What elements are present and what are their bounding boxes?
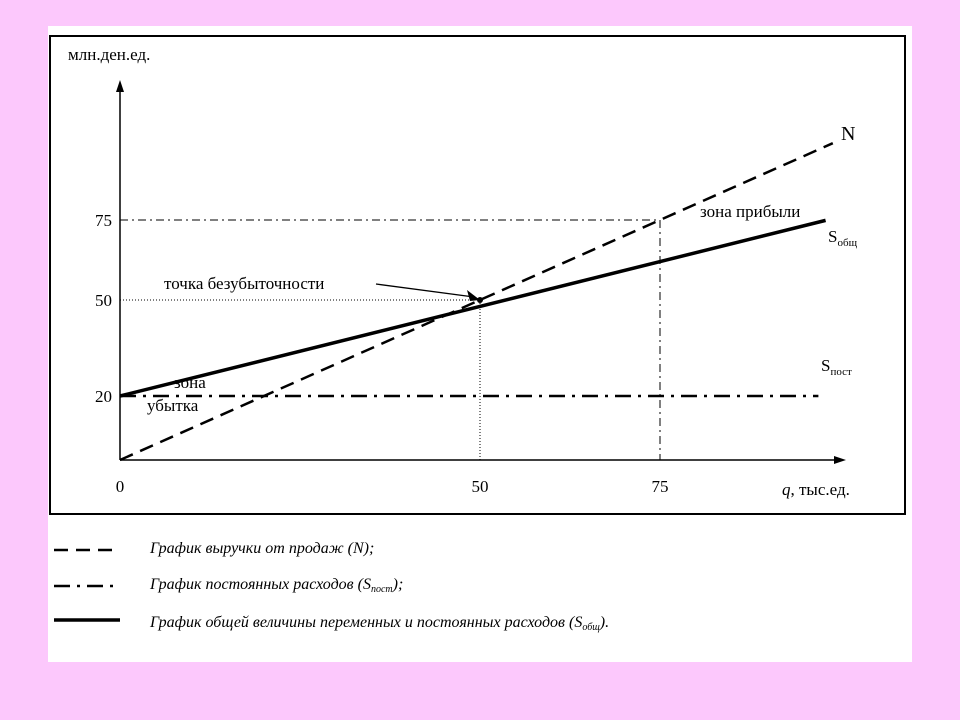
x-tick-label-50: 50 (471, 477, 489, 496)
loss-zone-label-line2: убытка (147, 396, 199, 415)
legend-text-total-after: ). (599, 614, 610, 631)
legend-text-fixed-before: График постоянных расходов (S (150, 576, 371, 593)
loss-zone-label-line1: зона (174, 373, 206, 392)
y-tick-label-50: 50 (95, 291, 112, 310)
breakeven-point (477, 297, 483, 303)
legend-text-total (149, 614, 609, 633)
x-tick-label-0: 0 (115, 477, 125, 496)
x-axis-label (782, 480, 850, 499)
slide-panel (48, 26, 912, 662)
y-axis-arrow (116, 80, 124, 92)
breakeven-arrow-shaft (376, 284, 474, 297)
series-label-total-sub: общ (837, 237, 858, 249)
series-label-total (828, 227, 858, 249)
x-tick-labels (116, 477, 669, 496)
breakeven-label: точка безубыточности (164, 274, 325, 293)
series-line-total (120, 220, 826, 396)
y-tick-labels (95, 211, 112, 406)
x-axis-label-variable: q (782, 480, 791, 499)
series-lines (120, 143, 833, 460)
legend-text-total-sub: общ (582, 622, 600, 633)
legend-text-fixed-sub: пост (370, 584, 393, 595)
series-label-fixed-sub: пост (830, 366, 852, 378)
y-tick-label-20: 20 (95, 387, 112, 406)
profit-zone-label: зона прибыли (700, 202, 801, 221)
legend (54, 540, 609, 633)
y-tick-label-75: 75 (95, 211, 112, 230)
x-axis-arrow (834, 456, 846, 464)
series-label-revenue: N (841, 123, 856, 145)
y-axis-label: млн.ден.ед. (68, 45, 151, 64)
x-tick-label-75: 75 (651, 477, 669, 496)
legend-text-total-before: График общей величины переменных и постоянных расходов (S (150, 614, 583, 631)
break-even-chart (48, 26, 912, 662)
legend-text-fixed-after: ); (392, 576, 404, 593)
series-label-total-name: S (828, 227, 838, 246)
series-label-fixed (821, 356, 852, 378)
axes (116, 80, 846, 464)
legend-text-revenue: График выручки от продаж (N); (150, 540, 375, 557)
series-label-fixed-name: S (821, 356, 831, 375)
x-axis-label-units: , тыс.ед. (790, 480, 850, 499)
legend-text-fixed (149, 576, 403, 595)
series-line-revenue (120, 143, 833, 460)
